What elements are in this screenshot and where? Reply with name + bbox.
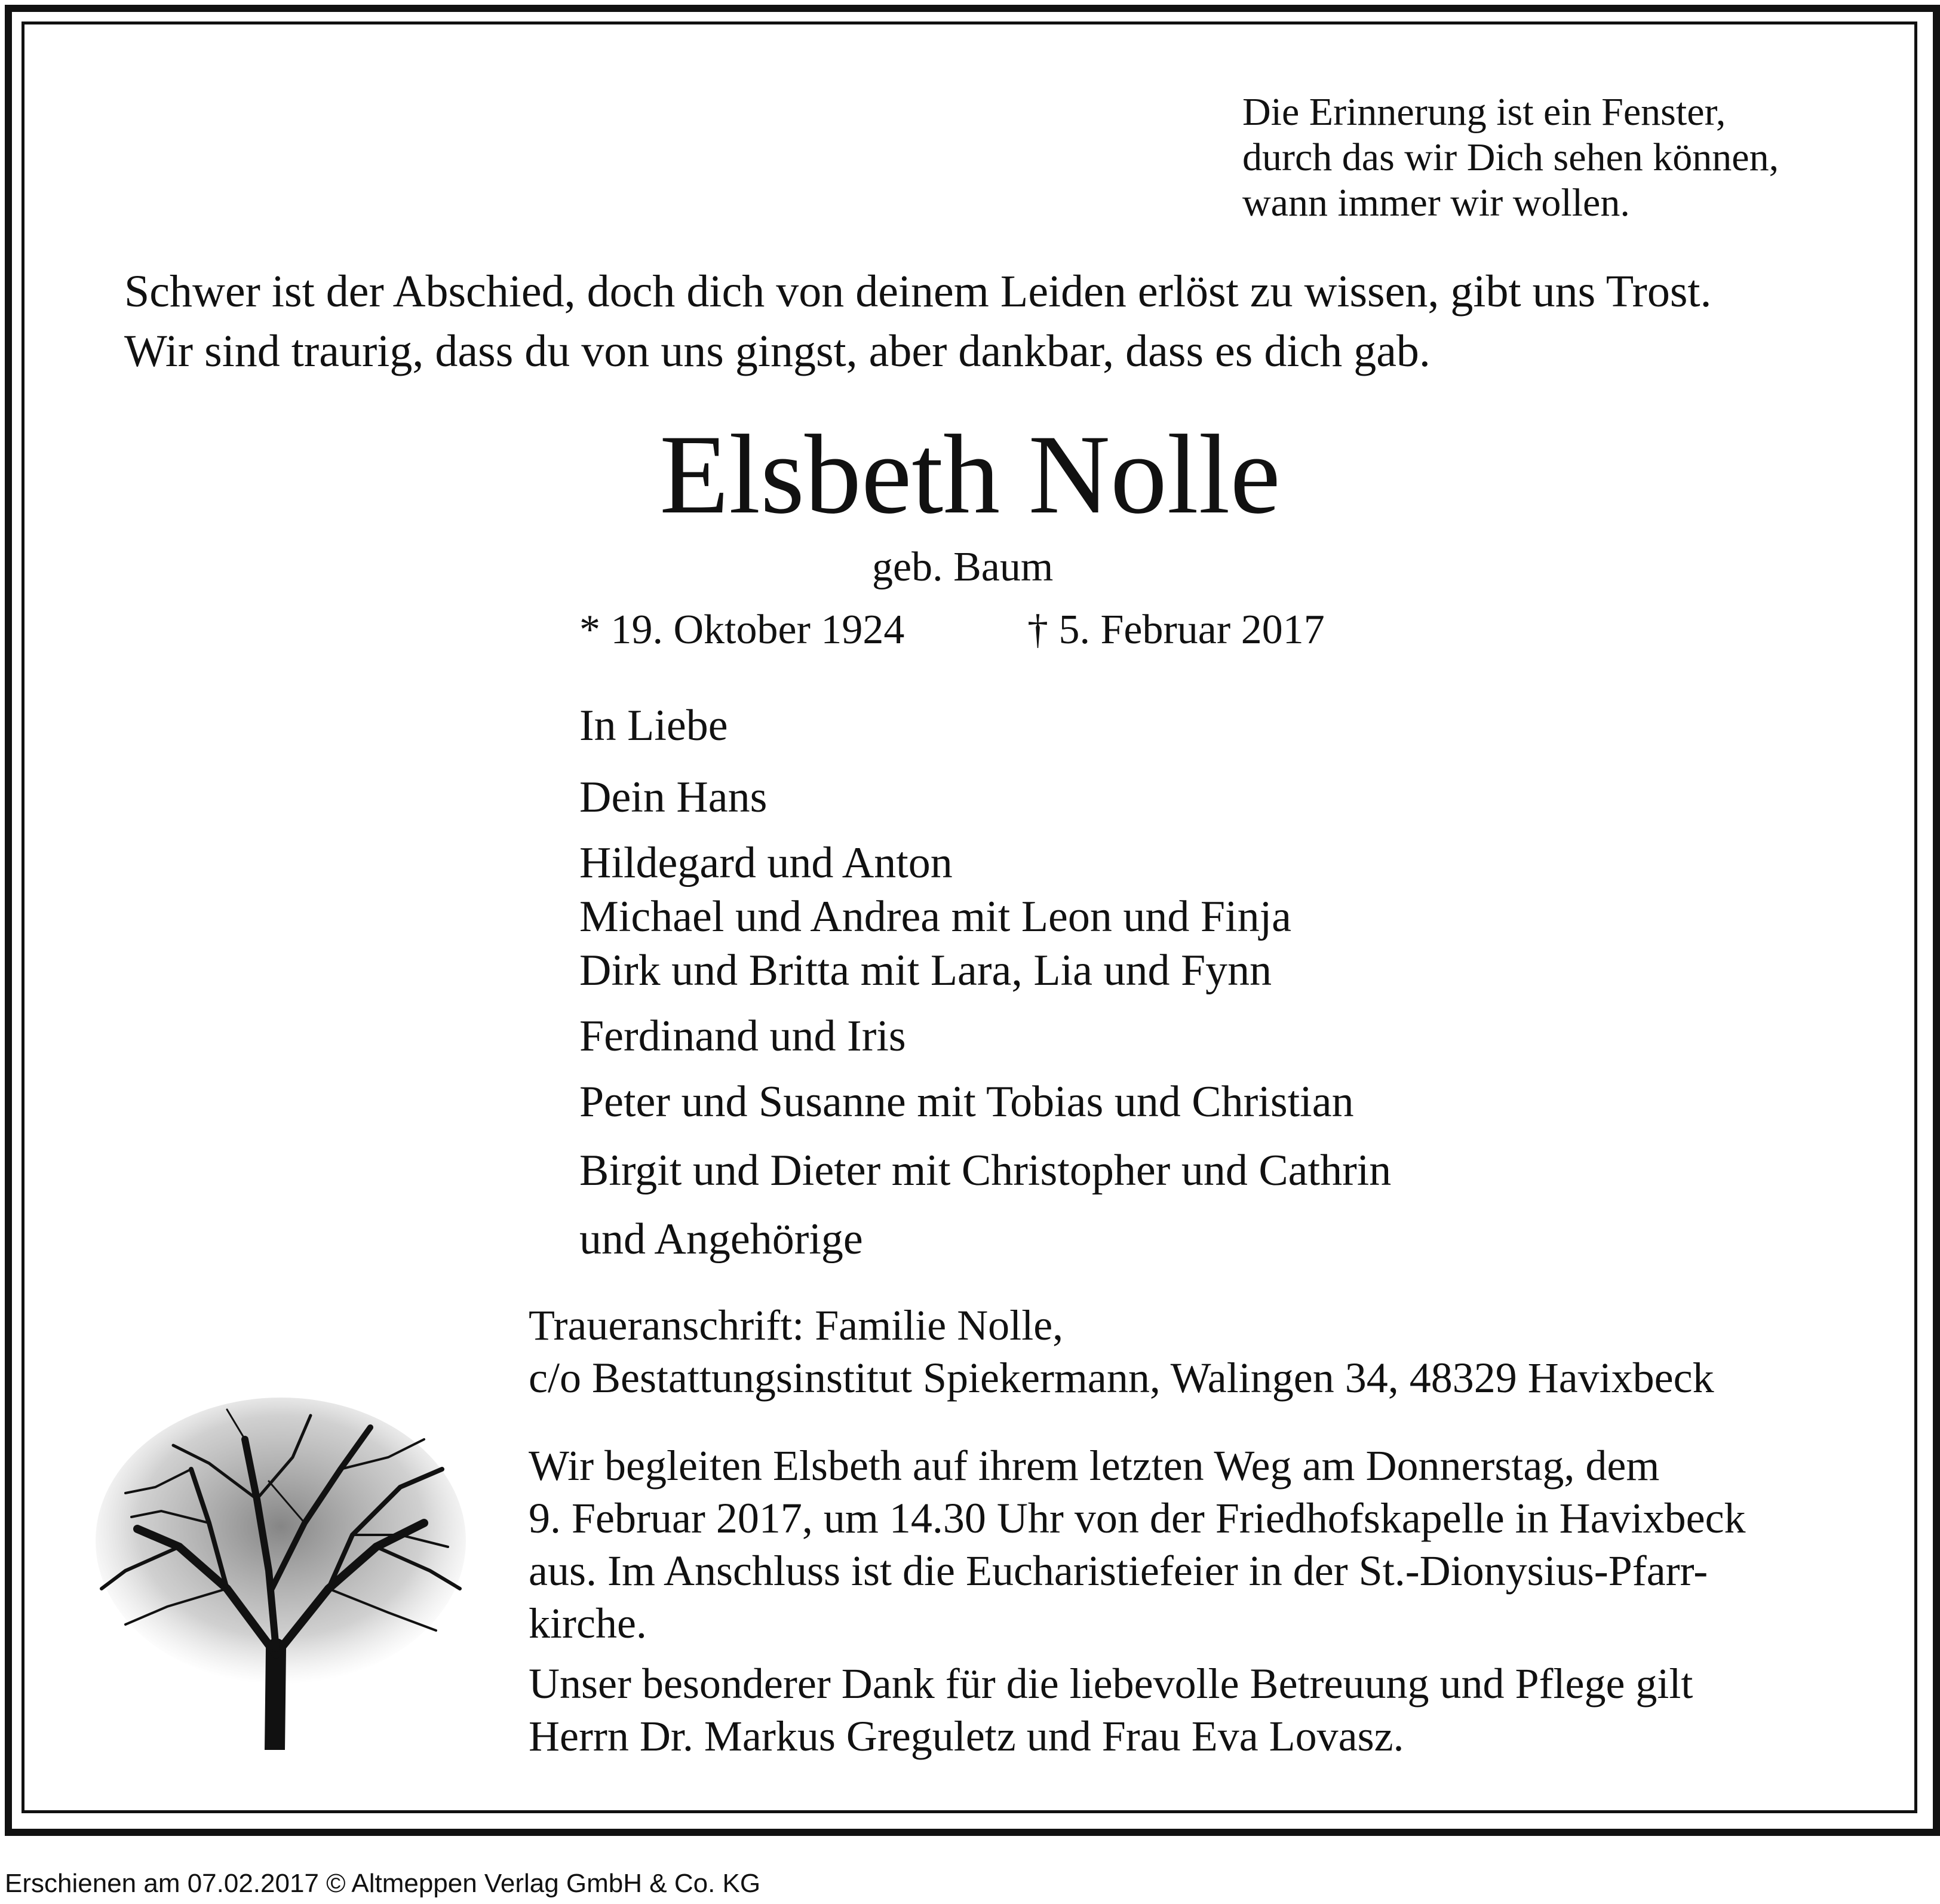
address-line: Traueranschrift: Familie Nolle, xyxy=(529,1301,1064,1349)
intro-text xyxy=(124,262,1712,381)
funeral-address xyxy=(529,1299,1813,1404)
tree-icon xyxy=(90,1392,472,1750)
signatory-line: Dein Hans xyxy=(579,773,768,822)
signatories-intro: In Liebe xyxy=(579,701,728,750)
maiden-name: geb. Baum xyxy=(872,544,1054,590)
funeral-line: kirche. xyxy=(529,1599,647,1647)
motto-line: durch das wir Dich sehen können, xyxy=(1242,136,1779,179)
intro-line: Wir sind traurig, dass du von uns gingst, aber dankbar, dass es dich gab. xyxy=(124,326,1431,376)
publication-footer: Erschienen am 07.02.2017 © Altmeppen Verlag GmbH & Co. KG xyxy=(5,1869,761,1898)
signatory-line: Hildegard und Anton xyxy=(579,839,953,887)
funeral-announcement xyxy=(529,1439,1813,1650)
thanks-line: Herrn Dr. Markus Greguletz und Frau Eva Lovasz. xyxy=(529,1712,1404,1760)
funeral-line: Wir begleiten Elsbeth auf ihrem letzten Weg am Donnerstag, dem xyxy=(529,1442,1660,1490)
signatory-line: Birgit und Dieter mit Christopher und Cathrin xyxy=(579,1146,1392,1195)
deceased-name: Elsbeth Nolle xyxy=(659,412,1281,538)
motto-line: wann immer wir wollen. xyxy=(1242,181,1630,225)
thanks-line: Unser besonderer Dank für die liebevolle Betreuung und Pflege gilt xyxy=(529,1660,1693,1708)
birth-date: * 19. Oktober 1924 xyxy=(579,607,905,653)
signatory-line: Michael und Andrea mit Leon und Finja xyxy=(579,892,1291,941)
motto-quote xyxy=(1242,90,1779,226)
intro-line: Schwer ist der Abschied, doch dich von deinem Leiden erlöst zu wissen, gibt uns Trost. xyxy=(124,266,1712,317)
thanks-note xyxy=(529,1657,1813,1762)
signatory-line: Ferdinand und Iris xyxy=(579,1012,906,1061)
signatory-line: und Angehörige xyxy=(579,1215,863,1264)
death-date: † 5. Februar 2017 xyxy=(1027,607,1325,653)
signatory-line: Peter und Susanne mit Tobias und Christian xyxy=(579,1077,1354,1126)
signatory-line: Dirk und Britta mit Lara, Lia und Fynn xyxy=(579,946,1272,995)
address-line: c/o Bestattungsinstitut Spiekermann, Walingen 34, 48329 Havixbeck xyxy=(529,1354,1714,1402)
funeral-line: 9. Februar 2017, um 14.30 Uhr von der Friedhofskapelle in Havixbeck xyxy=(529,1494,1746,1542)
motto-line: Die Erinnerung ist ein Fenster, xyxy=(1242,90,1726,134)
funeral-line: aus. Im Anschluss ist die Eucharistiefeier in der St.-Dionysius-Pfarr- xyxy=(529,1547,1708,1595)
